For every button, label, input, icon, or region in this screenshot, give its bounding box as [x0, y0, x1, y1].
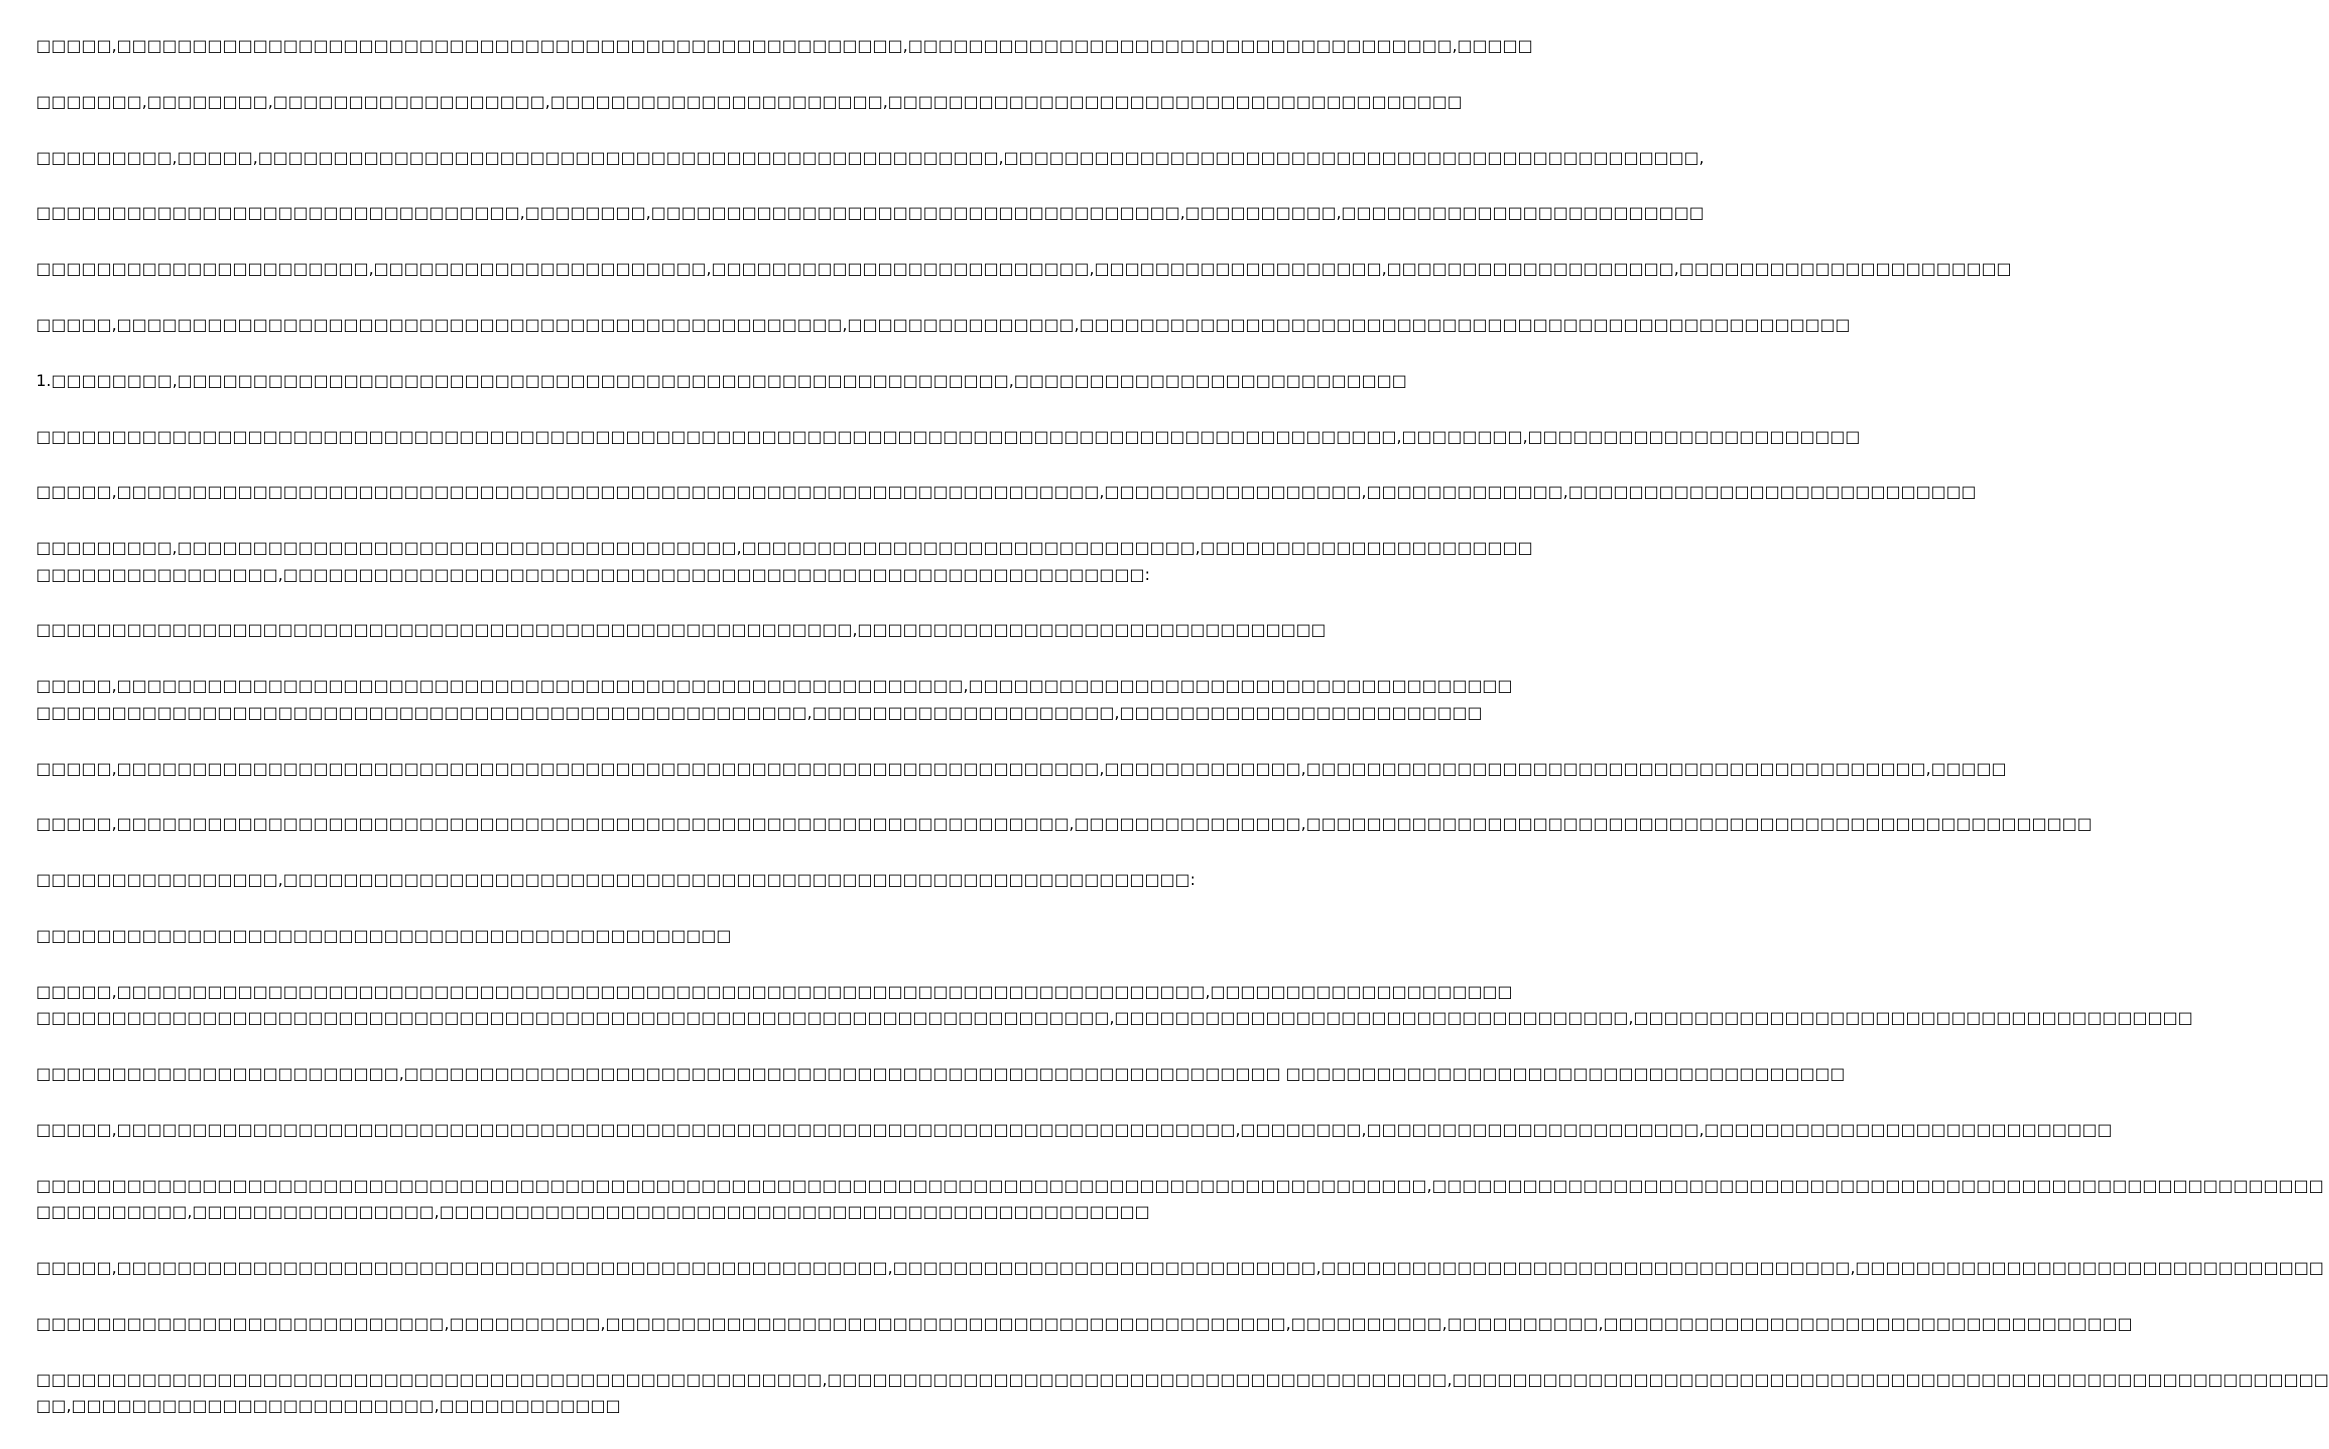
- text-line: □□□□□,□□□□□□□□□□□□□□□□□□□□□□□□□□□□□□□□□□□□□□□□□□□□□□□□□□□□□□□□,□□□□□□□□□□□□□□□□□□□□□□□□□□□□□□□□□□□□: [36, 676, 1513, 696]
- text-line: □□□□□□□□□□□□□□□□□□□□□□□□□□□□□□□□,□□□□□□□□,□□□□□□□□□□□□□□□□□□□□□□□□□□□□□□□□□□□,□□□□□□□□□□,□□□□□□□□□□□□□□□□□□□□□□□□: [36, 203, 1705, 223]
- text-line: □□□□□□□□□□□□□□□□□□□□□□□□□□□,□□□□□□□□□□,□□□□□□□□□□□□□□□□□□□□□□□□□□□□□□□□□□□□□□□□□□□□□,□□□□□□□□□□,□□□□□□□□□□,□□□□□□□□□□□□□□□□□□□□□□□□□□□□□□□□□□□: [36, 1313, 2133, 1333]
- paragraph-11: [36, 617, 1327, 644]
- text-line: □□□□□□□□□□,□□□□□□□□□□□□□□□□,□□□□□□□□□□□□□□□□□□□□□□□□□□□□□□□□□□□□□□□□□□□□□□□: [36, 1202, 1150, 1222]
- paragraph-21: [36, 1255, 2324, 1282]
- text-line: □□□□□□□□□□□□□□□□□□□□□□□□□□□□□□□□□□□□□□□□□□□□□□□□□□□□□□□□□□□□□□□□□□□□□□□,□□□□□□□□□□□□□□□□□□□□□□□□□□□□□□□□□□,□□□□□□□□□□□□□□□□□□□□□□□□□□□□□□□□□□□□□: [36, 1008, 2193, 1028]
- text-line: □□□□□□□□□□□□□□□□,□□□□□□□□□□□□□□□□□□□□□□□□□□□□□□□□□□□□□□□□□□□□□□□□□□□□□□□□□□□□:: [36, 870, 1196, 890]
- paragraph-4: [36, 200, 1705, 227]
- text-line: □□□□□,□□□□□□□□□□□□□□□□□□□□□□□□□□□□□□□□□□□□□□□□□□□□□□□□□□□□□□□□□□□□□□□,□□□□□□□□□□□□□□□,□□□□□□□□□□□□□□□□□□□□□□□□□□□□□□□□□□□□□□□□□□□□□□□□□□□□: [36, 814, 2093, 834]
- paragraph-5: [36, 256, 2012, 283]
- paragraph-19: [36, 1117, 2113, 1144]
- text-line: □□□□□□□□□□□□□□□□□□□□□□□□□□□□□□□□□□□□□□□□□□□□□□□□□□□□,□□□□□□□□□□□□□□□□□□□□□□□□□□□□□□□□□□□□□□□□□,□□□□□□□□□□□□□□□□□□□□□□□□□□□□□□□□□□□□□□□□□□□□□□□□□□□□□□□□□□: [36, 1369, 2329, 1389]
- text-line: □□□□□□□□□□□□□□□□□□□□□□□□□□□□□□□□□□□□□□□□□□□□□□□□□□□□□□□□□□□□□□□□□□□□□□□□□□□□□□□□□□□□□□□□□□,□□□□□□□□,□□□□□□□□□□□□□□□□□□□□□□: [36, 426, 1861, 446]
- paragraph-7: [36, 368, 1407, 395]
- text-line: □□□□□,□□□□□□□□□□□□□□□□□□□□□□□□□□□□□□□□□□□□□□□□□□□□□□□□□□□□□□□□□□□□□□□□□□□□□□□□□□,□□□□□□□□,□□□□□□□□□□□□□□□□□□□□□□,□□□□□□□□□□□□□□□□□□□□□□□□□□□: [36, 1119, 2113, 1139]
- paragraph-13: [36, 756, 2007, 783]
- paragraph-3: [36, 145, 1705, 172]
- text-line: □□□□□,□□□□□□□□□□□□□□□□□□□□□□□□□□□□□□□□□□□□□□□□□□□□□□□□□□□□,□□□□□□□□□□□□□□□□□□□□□□□□□□□□□□□□□□□□,□□□□□: [36, 36, 1533, 55]
- document-body: [36, 33, 2329, 1449]
- paragraph-18: [36, 1061, 1846, 1088]
- paragraph-9: [36, 479, 1977, 506]
- paragraph-20: [36, 1173, 2324, 1226]
- text-line: □□□□□□□□□□□□□□□□□□□□□□□□□□□□□□□□□□□□□□□□□□□□□□□□□□□□□□,□□□□□□□□□□□□□□□□□□□□□□□□□□□□□□□: [36, 620, 1327, 640]
- paragraph-6: [36, 312, 1851, 339]
- text-line: □□□□□□□□□□□□□□□□□□□□□□□□□□□□□□□□□□□□□□□□□□□□□□□□□□□□□□□□□□□□□□□□□□□□□□□□□□□□□□□□□□□□□□□□□□□□,□□□□□□□□□□□□□□□□□□□□□□□□□□□□□□□□□□□□□□□□□□□□□□□□□□□□□□□□□□□: [36, 1175, 2324, 1195]
- text-line: □□□□□□□□□□□□□□□□□□□□□□□□□□□□□□□□□□□□□□□□□□□□□□: [36, 925, 732, 945]
- text-line: □□□□□□□□□□□□□□□□□□□□□□,□□□□□□□□□□□□□□□□□□□□□□,□□□□□□□□□□□□□□□□□□□□□□□□□,□□□□□□□□□□□□□□□□□□□,□□□□□□□□□□□□□□□□□□□,□□□□□□□□□□□□□□□□□□□□□□: [36, 259, 2012, 279]
- text-line: 1.□□□□□□□□,□□□□□□□□□□□□□□□□□□□□□□□□□□□□□□□□□□□□□□□□□□□□□□□□□□□□□□□,□□□□□□□□□□□□□□□□□□□□□□□□□□: [36, 370, 1407, 390]
- paragraph-15: [36, 867, 1196, 894]
- paragraph-2: [36, 89, 1463, 116]
- text-line: □□□□□□□□□,□□□□□□□□□□□□□□□□□□□□□□□□□□□□□□□□□□□□□,□□□□□□□□□□□□□□□□□□□□□□□□□□□□□□,□□□□□□□□□□□□□□□□□□□□□□: [36, 538, 1533, 558]
- paragraph-23: [36, 1367, 2329, 1420]
- paragraph-8: [36, 424, 1861, 451]
- paragraph-16: [36, 923, 990, 950]
- paragraph-22: [36, 1311, 2133, 1338]
- text-line: □□□□□□□,□□□□□□□□,□□□□□□□□□□□□□□□□□□,□□□□□□□□□□□□□□□□□□□□□□,□□□□□□□□□□□□□□□□□□□□□□□□□□□□□□□□□□□□□□: [36, 91, 1463, 111]
- text-line: □□□□□,□□□□□□□□□□□□□□□□□□□□□□□□□□□□□□□□□□□□□□□□□□□□□□□□□□□□□□□□□□□□□□□□□□□□□□□□,□□□□□□□□□□□□□□□□□□□□: [36, 981, 1513, 1001]
- text-line: □□□□□□□□□□□□□□□□□□□□□□□□,□□□□□□□□□□□□□□□□□□□□□□□□□□□□□□□□□□□□□□□□□□□□□□□□□□□□□□□□□□ □□□□□□□□□□□□□□□□□□□□□□□□□□□□□□□□□□□□□: [36, 1064, 1846, 1084]
- text-line: □□□□□,□□□□□□□□□□□□□□□□□□□□□□□□□□□□□□□□□□□□□□□□□□□□□□□□□□□□□□□□□□□□□□□□□,□□□□□□□□□□□□□□□□□,□□□□□□□□□□□□□,□□□□□□□□□□□□□□□□□□□□□□□□□□□: [36, 482, 1977, 502]
- text-line: □□□□□,□□□□□□□□□□□□□□□□□□□□□□□□□□□□□□□□□□□□□□□□□□□□□□□□,□□□□□□□□□□□□□□□,□□□□□□□□□□□□□□□□□□□□□□□□□□□□□□□□□□□□□□□□□□□□□□□□□□□: [36, 314, 1851, 334]
- paragraph-1: [36, 33, 1533, 60]
- text-line: □□□□□□□□□,□□□□□,□□□□□□□□□□□□□□□□□□□□□□□□□□□□□□□□□□□□□□□□□□□□□□□□□,□□□□□□□□□□□□□□□□□□□□□□□□□□□□□□□□□□□□□□□□□□□□□□,: [36, 147, 1705, 167]
- text-line: □□,□□□□□□□□□□□□□□□□□□□□□□□□,□□□□□□□□□□□□: [36, 1396, 621, 1416]
- text-line: □□□□□,□□□□□□□□□□□□□□□□□□□□□□□□□□□□□□□□□□□□□□□□□□□□□□□□□□□,□□□□□□□□□□□□□□□□□□□□□□□□□□□□,□□□□□□□□□□□□□□□□□□□□□□□□□□□□□□□□□□□,□□□□□□□□□□□□□□□□□□□□□□□□□□□□□□□: [36, 1257, 2324, 1277]
- paragraph-14: [36, 811, 2093, 838]
- paragraph-10: [36, 535, 1533, 588]
- text-line: □□□□□□□□□□□□□□□□,□□□□□□□□□□□□□□□□□□□□□□□□□□□□□□□□□□□□□□□□□□□□□□□□□□□□□□□□□:: [36, 564, 1151, 584]
- paragraph-17: [36, 979, 2193, 1032]
- text-line: □□□□□,□□□□□□□□□□□□□□□□□□□□□□□□□□□□□□□□□□□□□□□□□□□□□□□□□□□□□□□□□□□□□□□□□,□□□□□□□□□□□□□,□□□□□□□□□□□□□□□□□□□□□□□□□□□□□□□□□□□□□□□□□,□□□□□: [36, 758, 2007, 778]
- paragraph-12: [36, 673, 1513, 726]
- text-line: □□□□□□□□□□□□□□□□□□□□□□□□□□□□□□□□□□□□□□□□□□□□□□□□□□□,□□□□□□□□□□□□□□□□□□□□,□□□□□□□□□□□□□□□□□□□□□□□□: [36, 702, 1483, 722]
